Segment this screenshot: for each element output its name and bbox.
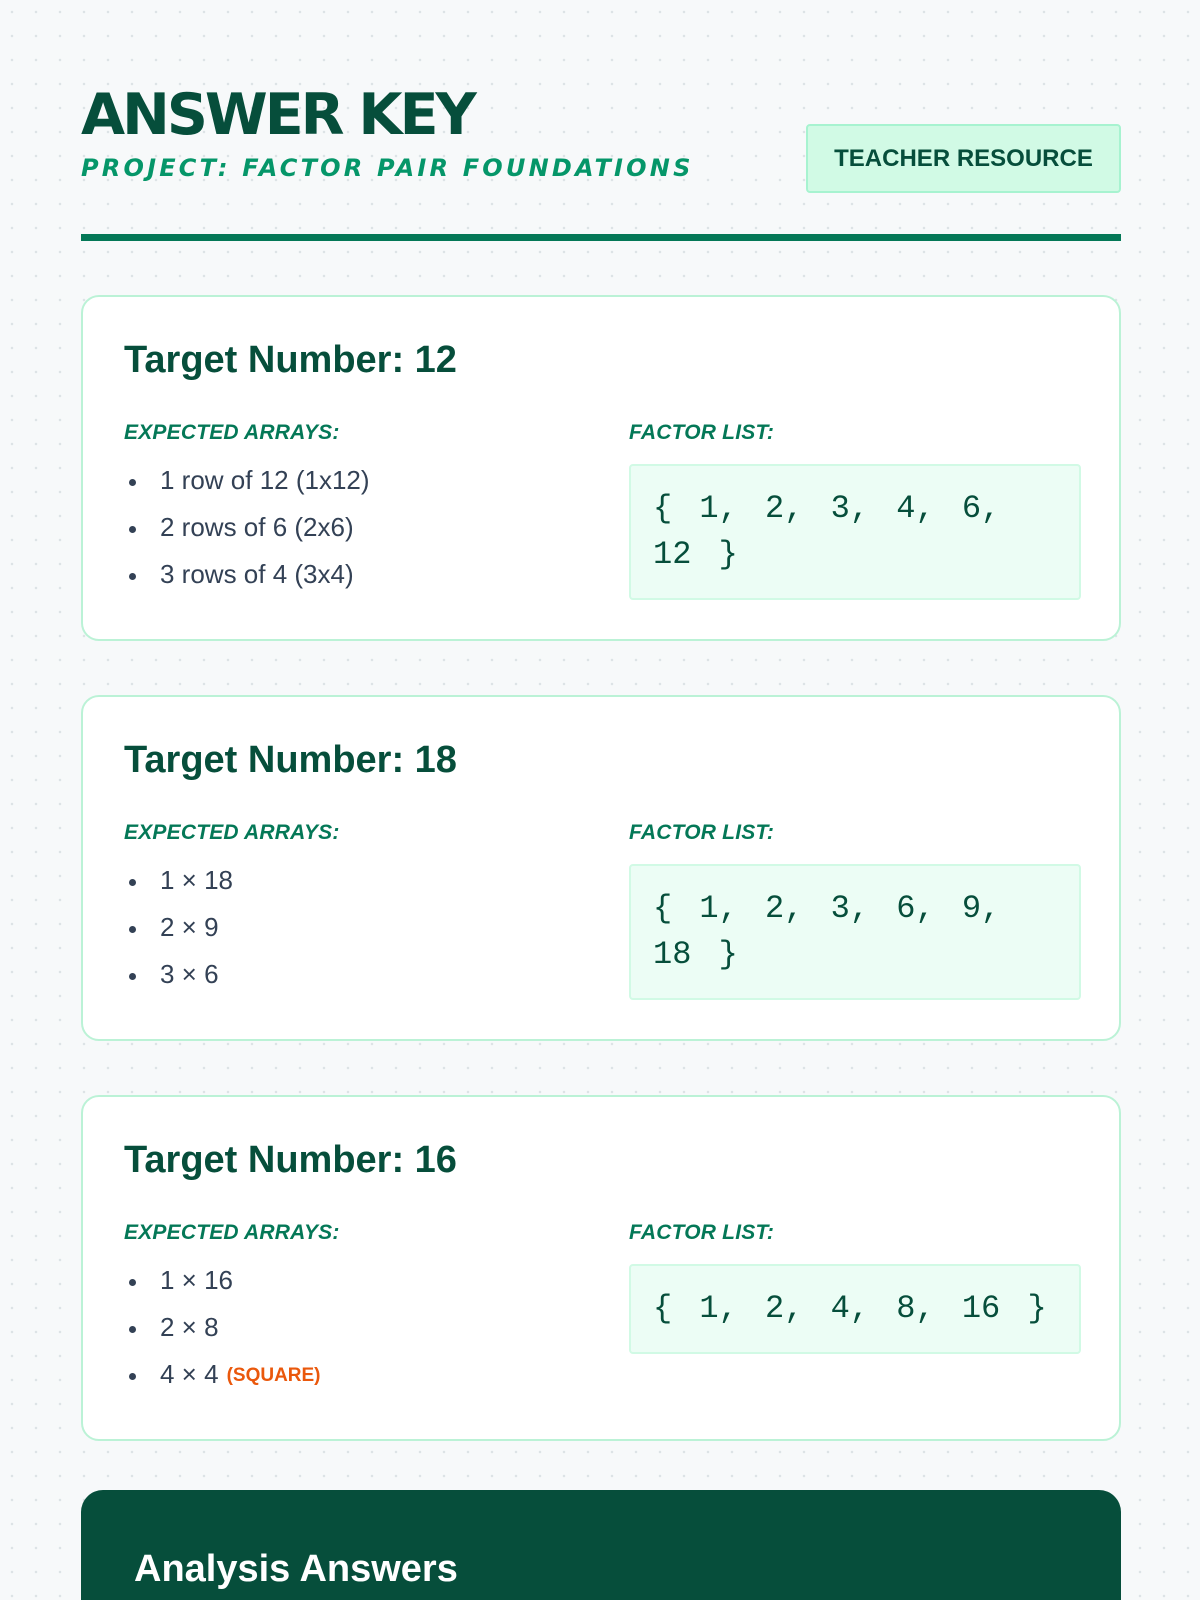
factor-list-box: { 1, 2, 4, 8, 16 } bbox=[629, 1264, 1081, 1354]
teacher-resource-badge: TEACHER RESOURCE bbox=[806, 124, 1121, 193]
expected-arrays-label: EXPECTED ARRAYS: bbox=[124, 421, 340, 444]
list-item bbox=[124, 559, 370, 606]
array-text: 3 rows of 4 (3x4) bbox=[160, 559, 354, 589]
list-item bbox=[124, 1265, 321, 1312]
bullet-icon bbox=[129, 526, 136, 533]
bullet-icon bbox=[129, 1279, 136, 1286]
list-item bbox=[124, 1359, 321, 1406]
card-title: Target Number: 12 bbox=[124, 339, 457, 381]
expected-arrays-list bbox=[124, 1265, 321, 1406]
project-subtitle: PROJECT: FACTOR PAIR FOUNDATIONS bbox=[81, 154, 694, 182]
target-card-16 bbox=[81, 1095, 1121, 1441]
factor-list-box: { 1, 2, 3, 4, 6, 12 } bbox=[629, 464, 1081, 600]
array-text: 1 row of 12 (1x12) bbox=[160, 465, 370, 495]
list-item bbox=[124, 512, 370, 559]
expected-arrays-list bbox=[124, 465, 370, 606]
array-text: 2 × 8 bbox=[160, 1312, 219, 1342]
analysis-answers-panel bbox=[81, 1490, 1121, 1600]
bullet-icon bbox=[129, 479, 136, 486]
bullet-icon bbox=[129, 973, 136, 980]
page-title: ANSWER KEY bbox=[81, 82, 474, 148]
array-text: 3 × 6 bbox=[160, 959, 219, 989]
bullet-icon bbox=[129, 1373, 136, 1380]
factor-list-box: { 1, 2, 3, 6, 9, 18 } bbox=[629, 864, 1081, 1000]
list-item bbox=[124, 865, 233, 912]
array-text: 2 × 9 bbox=[160, 912, 219, 942]
list-item bbox=[124, 912, 233, 959]
bullet-icon bbox=[129, 879, 136, 886]
factor-list-label: FACTOR LIST: bbox=[629, 821, 775, 844]
expected-arrays-list bbox=[124, 865, 233, 1006]
card-title: Target Number: 16 bbox=[124, 1139, 457, 1181]
array-text: 1 × 18 bbox=[160, 865, 234, 895]
page-header bbox=[81, 84, 1121, 244]
card-title: Target Number: 18 bbox=[124, 739, 457, 781]
list-item bbox=[124, 465, 370, 512]
target-card-18 bbox=[81, 695, 1121, 1041]
array-text: 2 rows of 6 (2x6) bbox=[160, 512, 354, 542]
list-item bbox=[124, 1312, 321, 1359]
header-divider bbox=[81, 234, 1121, 241]
list-item bbox=[124, 959, 233, 1006]
bullet-icon bbox=[129, 926, 136, 933]
expected-arrays-label: EXPECTED ARRAYS: bbox=[124, 1221, 340, 1244]
bullet-icon bbox=[129, 573, 136, 580]
array-text: 1 × 16 bbox=[160, 1265, 234, 1295]
factor-list-label: FACTOR LIST: bbox=[629, 1221, 775, 1244]
factor-list-label: FACTOR LIST: bbox=[629, 421, 775, 444]
array-text: 4 × 4 bbox=[160, 1359, 219, 1389]
expected-arrays-label: EXPECTED ARRAYS: bbox=[124, 821, 340, 844]
target-card-12 bbox=[81, 295, 1121, 641]
analysis-title: Analysis Answers bbox=[134, 1548, 458, 1590]
bullet-icon bbox=[129, 1326, 136, 1333]
square-tag: (SQUARE) bbox=[226, 1365, 321, 1386]
